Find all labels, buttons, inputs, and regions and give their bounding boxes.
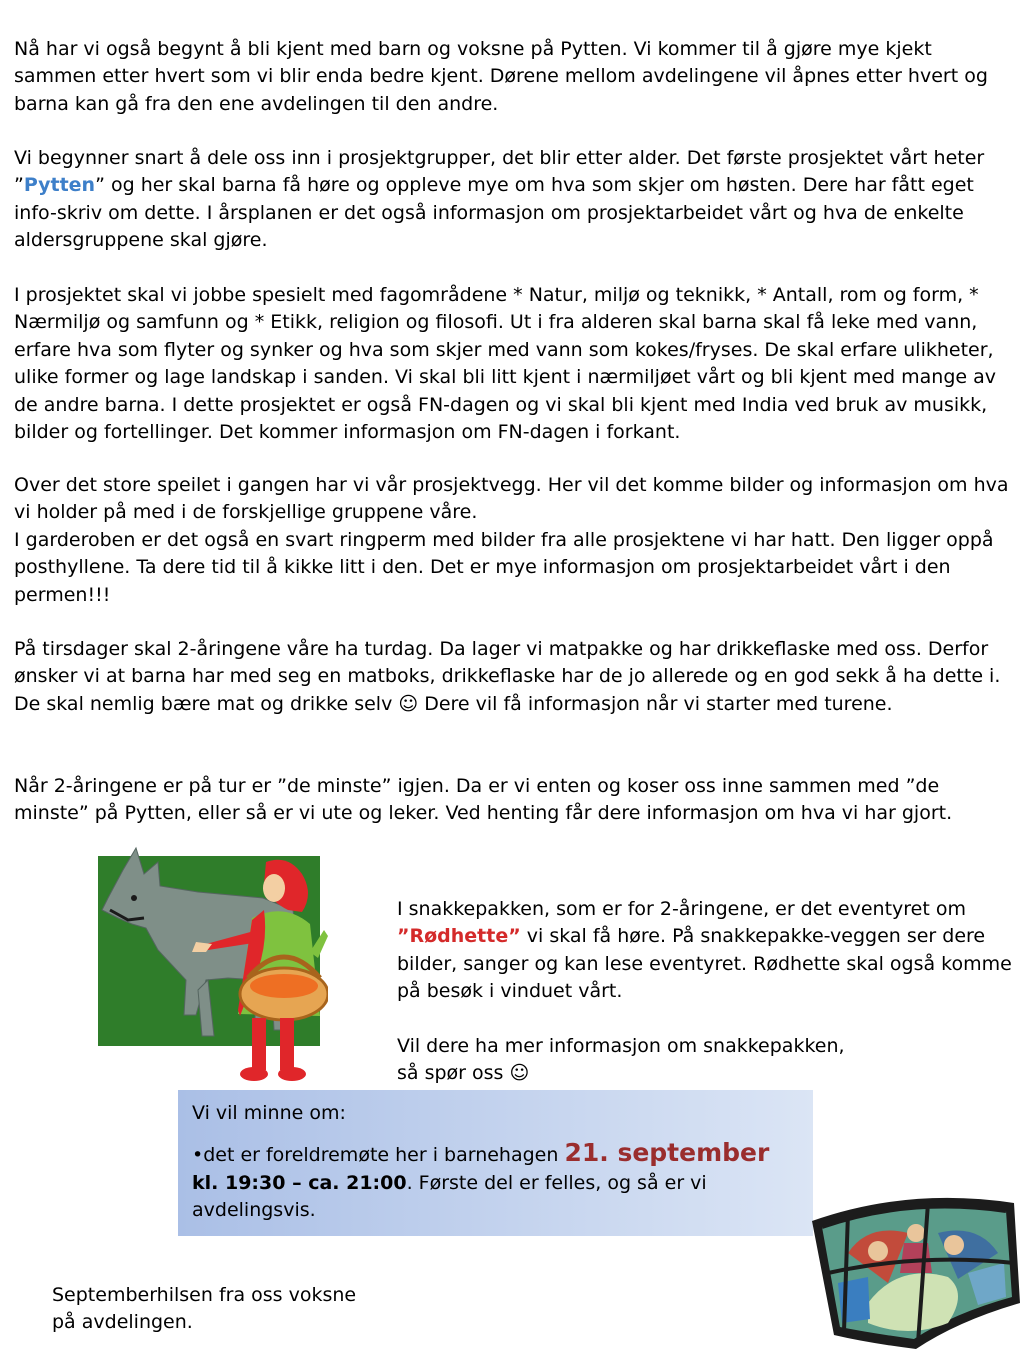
people-meeting-icon <box>808 1193 1020 1353</box>
project-wall-text: Over det store speilet i gangen har vi vår prosjektvegg. Her vil det komme bilder og informasjon om hva vi holder på med i de forskjellige gruppene våre. <box>14 474 1009 524</box>
reminder-box <box>178 1090 813 1236</box>
snakkepakke-section <box>397 896 1012 1087</box>
rodhette-title: ”Rødhette” <box>397 925 521 948</box>
p2-text-before: Vi begynner snart å dele oss inn i prosjektgrupper, det blir etter alder. Det første prosjektet vårt heter ” <box>14 147 985 197</box>
ring-binder-text: I garderoben er det også en svart ringperm med bilder fra alle prosjektene vi har hatt. Den ligger oppå posthyllene. Ta dere tid til å kikke litt i den. Det er mye informasjon om prosjektarbeidet vårt i den permen!!! <box>14 528 994 606</box>
snakkepakke-text-before: I snakkepakken, som er for 2-åringene, er det eventyret om <box>397 898 966 920</box>
snakkepakke-more-info <box>397 1033 1012 1088</box>
signature <box>52 1282 452 1337</box>
wolf-eye-icon <box>131 895 137 901</box>
wolf-and-red-riding-hood-icon <box>88 840 328 1090</box>
pytten-project-name: Pytten <box>23 174 96 197</box>
p2-text-after: ” og her skal barna få høre og oppleve mye om hva som skjer om høsten. Dere har fått eget info-skriv om dette. I årsplanen er det også informasjon om prosjektarbeidet vårt og hva de enkelte aldersgruppene skal gjøre. <box>14 174 974 252</box>
meeting-rest: . Første del er felles, og så er vi avdelingsvis. <box>192 1171 707 1222</box>
parent-meeting-text <box>192 1139 799 1224</box>
subject-areas-paragraph: I prosjektet skal vi jobbe spesielt med fagområdene * Natur, miljø og teknikk, * Antall, rom og form, * Nærmiljø og samfunn og * Etikk, religion og filosofi. Ut i fra alderen skal barna skal få leke med vann, erfare hva som flyter og synker og hva som skjer med vann som kokes/fryses. De skal erfare ulikheter, ulike former og lage landskap i sanden. Vi skal bli litt kjent i nærmiljøet vårt og bli kjent med mange av de andre barna. I dette prosjektet er også FN-dagen og vi skal bli kjent med India ved bruk av musikk, bilder og fortellinger. Det kommer informasjon om FN-dagen i forkant. <box>14 284 997 444</box>
project-groups-paragraph <box>14 145 1014 255</box>
meeting-date: 21. september <box>564 1138 770 1168</box>
meeting-prefix: •det er foreldremøte her i barnehagen <box>192 1144 565 1167</box>
signature-line1: Septemberhilsen fra oss voksne <box>52 1284 357 1306</box>
project-wall-paragraph <box>14 472 1014 609</box>
trip-day-paragraph: På tirsdager skal 2-åringene våre ha turdag. Da lager vi matpakke og har drikkeflaske med oss. Derfor ønsker vi at barna har med seg en matboks, drikkeflaske har de jo allerede og en god sekk å ha dette i. De skal nemlig bære mat og drikke selv ☺ Dere vil få informasjon når vi starter med turene. <box>14 638 1001 715</box>
meeting-time: kl. 19:30 – ca. 21:00 <box>192 1171 407 1194</box>
signature-line2: på avdelingen. <box>52 1311 193 1334</box>
youngest-paragraph: Når 2-åringene er på tur er ”de minste” igjen. Da er vi enten og koser oss inne sammen med ”de minste” på Pytten, eller så er vi ute og leker. Ved henting får dere informasjon om hva vi har gjort. <box>14 775 953 825</box>
snakkepakke-more-info-line1: Vil dere ha mer informasjon om snakkepakken, <box>397 1034 845 1057</box>
reminder-heading: Vi vil minne om: <box>192 1102 346 1124</box>
snakkepakke-text-after: vi skal få høre. På snakkepakke-veggen ser dere bilder, sanger og kan lese eventyret. Rødhette skal også komme på besøk i vinduet vårt. <box>397 925 1012 1003</box>
snakkepakke-more-info-line2: så spør oss ☺ <box>397 1062 530 1085</box>
snakkepakke-text <box>397 896 1012 1006</box>
intro-paragraph: Nå har vi også begynt å bli kjent med barn og voksne på Pytten. Vi kommer til å gjøre mye kjekt sammen etter hvert som vi blir enda bedre kjent. Dørene mellom avdelingene vil åpnes etter hvert og barna kan gå fra den ene avdelingen til den andre. <box>14 38 988 115</box>
